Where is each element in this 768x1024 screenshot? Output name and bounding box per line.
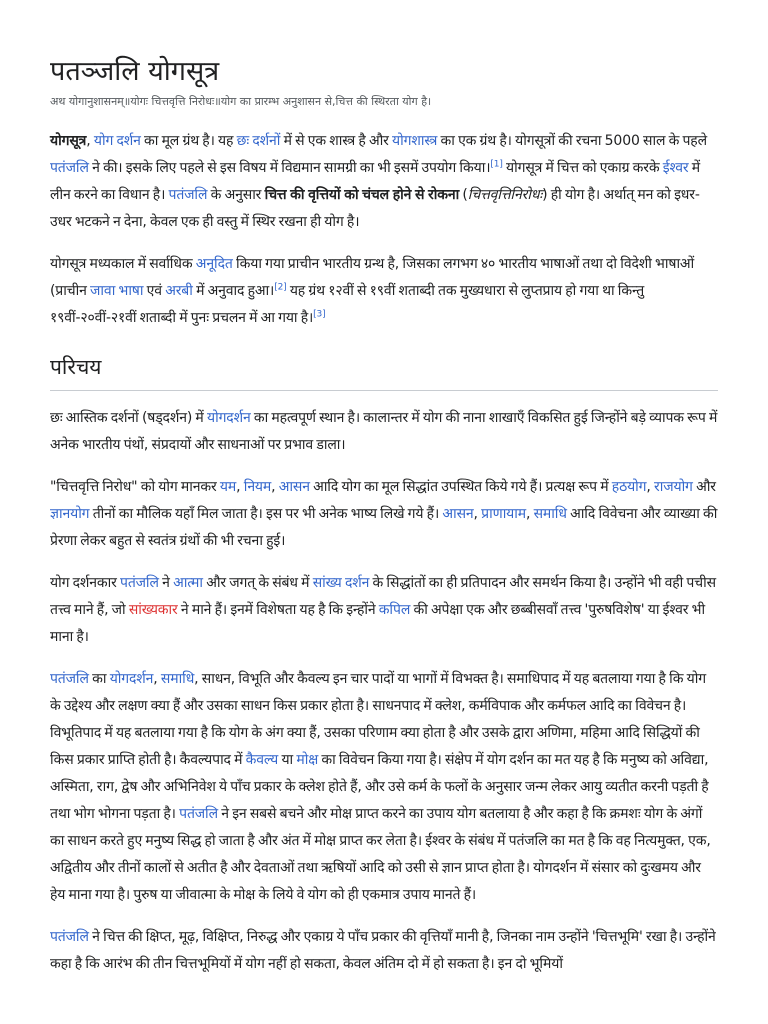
text: आदि योग का मूल सिद्धांत उपस्थित किये गये हैं। प्रत्यक्ष रूप में [309,479,612,495]
text: आदि विवेचना और व्याख्या की प्रेरणा लेकर बहुत से स्वतंत्र ग्रंथों की भी रचना हुई। [50,506,718,549]
text: ने चित्त की क्षिप्त, मूढ़, विक्षिप्त, निरुद्ध और एकाग्र ये पाँच प्रकार की वृत्तियाँ मानी है, जिनका नाम उन्होंने 'चित्तभूमि' रखा है। उन्होंने कहा है कि आरंभ की तीन चित्तभूमियों में योग नहीं हो सकता, केवल अंतिम दो में हो सकता है। इन दो भूमियों [50,929,716,972]
text: का महत्वपूर्ण स्थान है। कालान्तर में योग की नाना शाखाएँ विकसित हुई जिन्होंने बड़े व्यापक रूप में अनेक भारतीय पंथों, संप्रदायों और साधनाओं पर प्रभाव डाला। [50,410,718,453]
text: या [278,752,297,768]
text: , साधन, विभूति और कैवल्य इन चार पादों या भागों में विभक्त है। समाधिपाद में यह बतलाया गया है कि योग के उद्देश्य और लक्षण क्या हैं और उसका साधन किस प्रकार होता है। साधनपाद में क्लेश, कर्मविपाक और कर्मफल आदि का विवेचन है। विभूतिपाद में यह बतलाया गया है कि योग के अंग क्या हैं, उसका परिणाम क्या होता है और उसके द्वारा अणिमा, महिमा आदि सिद्धियों की किस प्रकार प्राप्ति होती है। कैवल्यपाद में [50,671,706,768]
link-patanjali[interactable]: पतंजलि [120,575,159,591]
link-yog-darshan[interactable]: योग दर्शन [93,133,141,149]
text: की अपेक्षा एक और छब्बीसवाँ तत्त्व 'पुरुषविशेष' या ईश्वर भी माना है। [50,602,705,645]
reference-link-1[interactable]: [1] [490,159,503,170]
link-niyam[interactable]: नियम [243,479,272,495]
italic-term: चित्तवृत्तिनिरोधः [467,187,543,203]
link-samadhi[interactable]: समाधि [533,506,567,522]
link-samadhi[interactable]: समाधि [160,671,195,687]
text: छः आस्तिक दर्शनों (षड्दर्शन) में [50,410,207,426]
intro-paragraph-2 [50,251,718,332]
section-paragraph-4 [50,666,718,909]
text: में अनुवाद हुआ। [192,283,275,299]
text: का एक ग्रंथ है। योगसूत्रों की रचना 5000 साल के पहले [437,133,707,149]
link-ishwar[interactable]: ईश्वर [662,160,689,176]
link-patanjali[interactable]: पतंजलि [179,806,218,822]
text: में लीन करने का विधान है। [50,160,700,203]
text: योगसूत्र मध्यकाल में सर्वाधिक [50,256,196,272]
text: किया गया प्राचीन भारतीय ग्रन्थ है, जिसका लगभग ४० भारतीय भाषाओं तथा दो विदेशी भाषाओं (प्राचीन [50,256,695,299]
text: में से एक शास्त्र है और [280,133,393,149]
bold-term: योगसूत्र [50,133,87,149]
link-patanjali[interactable]: पतंजलि [50,671,89,687]
text: , [86,133,94,149]
link-kaivalya[interactable]: कैवल्य [245,752,279,768]
text: , [271,479,279,495]
text: यह ग्रंथ १२वीं से १९वीं शताब्दी तक मुख्यधारा से लुप्तप्राय हो गया था किन्तु १९वीं-२०वीं-२१वीं शताब्दी में पुनः प्रचलन में आ गया है। [50,283,645,326]
redlink-sankhyakar[interactable]: सांख्यकार [128,602,178,618]
text: एवं [143,283,166,299]
link-kapil[interactable]: कपिल [378,602,411,618]
reference-link-2[interactable]: [2] [274,282,287,293]
text: तीनों का मौलिक यहाँ मिल जाता है। इस पर भी अनेक भाष्य लिखे गये हैं। [89,506,443,522]
link-aasan[interactable]: आसन [278,479,310,495]
section-paragraph-2 [50,474,718,555]
bold-definition: चित्त की वृत्तियों को चंचल होने से रोकना [264,187,460,203]
text: "चित्तवृत्ति निरोध" को योग मानकर [50,479,220,495]
text: , [473,506,482,522]
section-paragraph-1 [50,405,718,459]
section-paragraph-5 [50,924,718,978]
link-chhah-darshan[interactable]: छः दर्शनों [236,133,281,149]
text: , [646,479,655,495]
text: का [88,671,110,687]
text: और जगत् के संबंध में [202,575,313,591]
link-aatma[interactable]: आत्मा [173,575,203,591]
text: ने की। इसके लिए पहले से इस विषय में विद्यमान सामग्री का भी इसमें उपयोग किया। [88,160,491,176]
link-java-bhasha[interactable]: जावा भाषा [90,283,144,299]
text: ) ही योग है। अर्थात् मन को इधर-उधर भटकने न देना, केवल एक ही वस्तु में स्थिर रखना ही योग है। [50,187,700,230]
intro-paragraph-1 [50,128,718,236]
link-yogdarshan[interactable]: योगदर्शन [109,671,154,687]
section-paragraph-3 [50,570,718,651]
section-heading-parichay: परिचय [50,350,718,391]
link-aasan[interactable]: आसन [442,506,474,522]
link-rajyog[interactable]: राजयोग [654,479,693,495]
text: के अनुसार [207,187,265,203]
link-moksh[interactable]: मोक्ष [296,752,319,768]
text: ने इन सबसे बचने और मोक्ष प्राप्त करने का उपाय योग बतलाया है और कहा है कि क्रमशः योग के अंगों का साधन करते हुए मनुष्य सिद्ध हो जाता है और अंत में मोक्ष प्राप्त कर लेता है। ईश्वर के संबंध में पतंजलि का मत है कि वह नित्यमुक्त, एक, अद्वितीय और तीनों कालों से अतीत है और देवताओं तथा ऋषियों आदि को उसी से ज्ञान प्राप्त होता है। योगदर्शन में संसार को दुःखमय और हेय माना गया है। पुरुष या जीवात्मा के मोक्ष के लिये वे योग को ही एकमात्र उपाय मानते हैं। [50,806,711,903]
link-patanjali[interactable]: पतंजलि [50,929,89,945]
text: और [692,479,716,495]
link-pranayam[interactable]: प्राणायाम [481,506,526,522]
page-title: पतञ्जलि योगसूत्र [50,56,220,87]
text: , [236,479,244,495]
text: योग दर्शनकार [50,575,121,591]
page-subtitle: अथ योगानुशासनम्॥योगः चित्तवृत्ति निरोधः॥योग का प्रारम्भ अनुशासन से,चित्त की स्थिरता योग है। [50,95,432,108]
text: ने [158,575,174,591]
text: योगसूत्र में चित्त को एकाग्र करके [502,160,663,176]
link-hathyog[interactable]: हठयोग [611,479,647,495]
text: के सिद्धांतों का ही प्रतिपादन और समर्थन किया है। उन्होंने भी वही पचीस तत्त्व माने हैं, जो [50,575,716,618]
link-gyanyog[interactable]: ज्ञानयोग [50,506,90,522]
link-sankhya-darshan[interactable]: सांख्य दर्शन [312,575,370,591]
text: , [153,671,161,687]
text: का मूल ग्रंथ है। यह [140,133,237,149]
link-yam[interactable]: यम [219,479,237,495]
link-arabi[interactable]: अरबी [165,283,193,299]
link-anudit[interactable]: अनूदित [195,256,233,272]
reference-link-3[interactable]: [3] [313,309,326,320]
text: ने माने हैं। इनमें विशेषता यह है कि इन्होंने [177,602,379,618]
link-yogshastra[interactable]: योगशास्त्र [392,133,438,149]
article-content [50,52,718,993]
text: , [525,506,534,522]
text: का विवेचन किया गया है। संक्षेप में योग दर्शन का मत यह है कि मनुष्य को अविद्या, अस्मिता, राग, द्वेष और अभिनिवेश ये पाँच प्रकार के क्लेश होते हैं, और उसे कर्म के फलों के अनुसार जन्म लेकर आयु व्यतीत करनी पड़ती है तथा भोग भोगना पड़ता है। [50,752,709,822]
link-patanjali[interactable]: पतंजलि [168,187,208,203]
link-yogdarshan[interactable]: योगदर्शन [206,410,251,426]
text: ( [459,187,468,203]
link-patanjali[interactable]: पतंजलि [50,160,89,176]
